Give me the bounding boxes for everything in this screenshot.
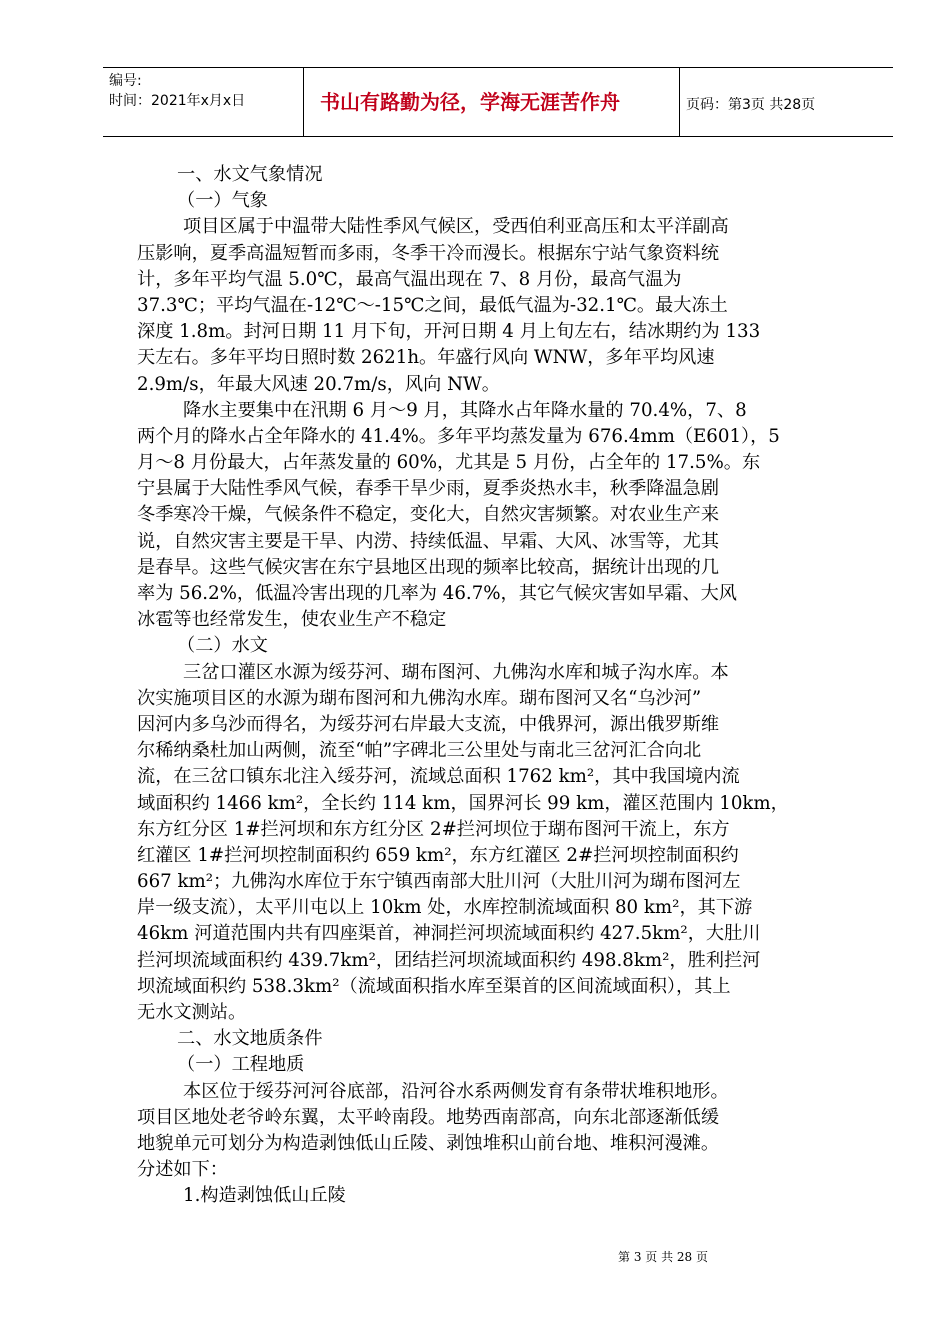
paragraph-line: 说，自然灾害主要是干旱、内涝、持续低温、早霜、大风、冰雪等，尤其 [137,530,720,552]
header-right-cell [680,68,893,136]
paragraph-line: 尔稀纳桑杜加山两侧，流至“帕”字碑北三公里处与南北三岔河汇合向北 [137,740,702,762]
document-number-label: 编号: [109,73,142,89]
paragraph-line: 三岔口灌区水源为绥芬河、瑚布图河、九佛沟水库和城子沟水库。本 [183,661,729,683]
paragraph-line: 深度 1.8m。封河日期 11 月下旬，开河日期 4 月上旬左右，结冰期约为 133 [137,321,761,343]
header-center-cell [304,68,680,136]
document-body [137,162,839,1210]
paragraph-line: 因河内多乌沙而得名，为绥芬河右岸最大支流，中俄界河，源出俄罗斯维 [137,713,720,735]
paragraph-line: 2.9m/s，年最大风速 20.7m/s，风向 NW。 [137,373,500,395]
paragraph-line: 本区位于绥芬河河谷底部，沿河谷水系两侧发育有条带状堆积地形。 [183,1080,729,1102]
paragraph-line: 域面积约 1466 km²，全长约 114 km，国界河长 99 km，灌区范围内 10km， [137,792,789,814]
paragraph-line: 坝流域面积约 538.3km²（流域面积指水库至渠首的区间流域面积），其上 [137,975,731,997]
paragraph-line: 地貌单元可划分为构造剥蚀低山丘陵、剥蚀堆积山前台地、堆积河漫滩。 [137,1132,720,1154]
paragraph-line: 项目区地处老爷岭东翼，太平岭南段。地势西南部高，向东北部逐渐低缓 [137,1106,720,1128]
paragraph-line: 是春旱。这些气候灾害在东宁县地区出现的频率比较高，据统计出现的几 [137,556,720,578]
paragraph-line: 拦河坝流域面积约 439.7km²，团结拦河坝流域面积约 498.8km²，胜利拦河 [137,949,761,971]
paragraph-line: 宁县属于大陆性季风气候，春季干旱少雨，夏季炎热水丰，秋季降温急剧 [137,478,720,500]
header-page-info: 页码：第3页 共28页 [686,97,816,113]
header-motto: 书山有路勤为径，学海无涯苦作舟 [320,90,620,114]
section-heading: 一、水文气象情况 [177,164,323,185]
paragraph-line: 分述如下： [137,1159,228,1181]
paragraph-line: 压影响，夏季高温短暂而多雨，冬季干冷而漫长。根据东宁站气象资料统 [137,242,720,264]
page-footer: 第 3 页 共 28 页 [618,1250,708,1264]
paragraph-line: 红灌区 1#拦河坝控制面积约 659 km²，东方红灌区 2#拦河坝控制面积约 [137,844,739,866]
paragraph-line: 37.3℃；平均气温在-12℃～-15℃之间，最低气温为-32.1℃。最大冻土 [137,294,728,316]
paragraph-line: 流，在三岔口镇东北注入绥芬河，流域总面积 1762 km²，其中我国境内流 [137,766,740,788]
paragraph-line: 两个月的降水占全年降水的 41.4%。多年平均蒸发量为 676.4mm（E601），5 [137,425,780,447]
paragraph-line: 岸一级支流），太平川屯以上 10km 处，水库控制流域面积 80 km²，其下游 [137,897,753,919]
paragraph-line: 667 km²；九佛沟水库位于东宁镇西南部大肚川河（大肚川河为瑚布图河左 [137,871,741,893]
document-time-label: 时间：2021年x月x日 [109,93,246,109]
subsection-heading: （二）水文 [177,635,268,657]
paragraph-line: 月～8 月份最大，占年蒸发量的 60%，尤其是 5 月份，占全年的 17.5%。东 [137,452,761,474]
paragraph-line: 冰雹等也经常发生，使农业生产不稳定 [137,609,447,631]
subsection-heading: （一）气象 [177,190,268,212]
paragraph-line: 东方红分区 1#拦河坝和东方红分区 2#拦河坝位于瑚布图河干流上，东方 [137,818,730,840]
list-item-heading: 1.构造剥蚀低山丘陵 [183,1185,346,1207]
paragraph-line: 冬季寒冷干燥，气候条件不稳定，变化大，自然灾害频繁。对农业生产来 [137,504,720,526]
subsection-heading: （一）工程地质 [177,1054,305,1076]
paragraph-line: 项目区属于中温带大陆性季风气候区，受西伯利亚高压和太平洋副高 [183,216,729,238]
paragraph-line: 降水主要集中在汛期 6 月～9 月，其降水占年降水量的 70.4%，7、8 [183,399,747,421]
paragraph-line: 率为 56.2%，低温冷害出现的几率为 46.7%，其它气候灾害如早霜、大风 [137,583,737,604]
paragraph-line: 天左右。多年平均日照时数 2621h。年盛行风向 WNW，多年平均风速 [137,347,715,369]
paragraph-line: 计，多年平均气温 5.0℃，最高气温出现在 7、8 月份，最高气温为 [137,268,682,290]
paragraph-line: 46km 河道范围内共有四座渠首，神洞拦河坝流域面积约 427.5km²，大肚川 [137,923,761,945]
section-heading: 二、水文地质条件 [177,1028,323,1050]
header-left-cell [103,68,304,136]
document-header [103,67,893,137]
paragraph-line: 次实施项目区的水源为瑚布图河和九佛沟水库。瑚布图河又名“乌沙河” [137,687,702,709]
paragraph-line: 无水文测站。 [137,1002,247,1023]
